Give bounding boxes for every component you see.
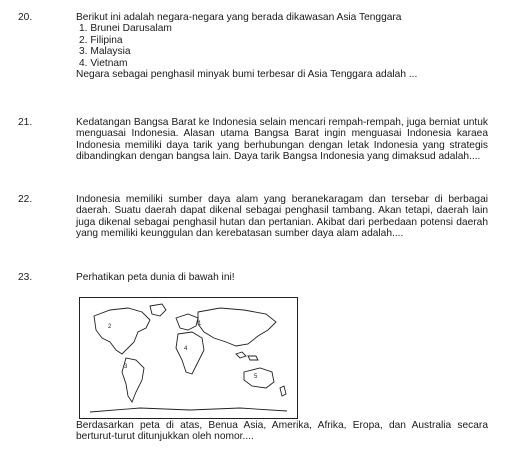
- list-item: 2. Filipina: [79, 34, 123, 46]
- question-number: 22.: [18, 194, 33, 205]
- list-item: 4. Vietnam: [79, 57, 128, 69]
- question-text: Negara sebagai penghasil minyak bumi terbesar di Asia Tenggara adalah ...: [76, 69, 418, 81]
- question-text: Kedatangan Bangsa Barat ke Indonesia selain mencari rempah-rempah, juga berniat untuk menguasai Indonesia. Alasan utama Bangsa Barat ingin menguasai Indonesia karaea Indonesia memiliki daya tarik yang berhubungan dengan letak Indonesia yang strategis dibandingkan dengan bangsa lain. Daya tarik Bangsa Indonesia yang dimaksud adalah....: [76, 117, 488, 163]
- question-23-body: [18, 420, 488, 443]
- question-instruction: Perhatikan peta dunia di bawah ini!: [76, 272, 235, 283]
- map-label-1: 1: [198, 321, 202, 327]
- world-map-drawing: [80, 298, 297, 418]
- question-number: 23.: [18, 272, 33, 283]
- list-item: 1. Brunei Darusalam: [79, 23, 172, 35]
- country-list: [76, 23, 488, 69]
- question-21: [18, 117, 488, 163]
- map-label-3: 3: [124, 364, 128, 370]
- question-intro: Berikut ini adalah negara-negara yang berada dikawasan Asia Tenggara: [76, 12, 402, 23]
- question-22: [18, 194, 488, 240]
- question-number: 21.: [18, 117, 33, 128]
- world-map: [79, 297, 298, 419]
- question-20: [18, 12, 488, 80]
- map-label-5: 5: [254, 374, 258, 380]
- list-item: 3. Malaysia: [79, 46, 131, 58]
- map-label-4: 4: [184, 346, 188, 352]
- question-number: 20.: [18, 12, 33, 23]
- map-label-2: 2: [108, 324, 112, 330]
- question-23: [18, 272, 488, 283]
- question-text: Berdasarkan peta di atas, Benua Asia, Amerika, Afrika, Eropa, dan Australia secara berturut-turut ditunjukkan oleh nomor....: [76, 420, 488, 443]
- question-text: Indonesia memiliki sumber daya alam yang beranekaragam dan tersebar di berbagai daerah. Suatu daerah dapat dikenal sebagai penghasil tambang. Akan tetapi, daerah lain juga dikenal sebagai penghasil hutan dan pertanian. Akibat dari perbedaan potensi daerah yang memiliki keunggulan dan kerebatasan sumber daya alam adalah....: [76, 194, 488, 240]
